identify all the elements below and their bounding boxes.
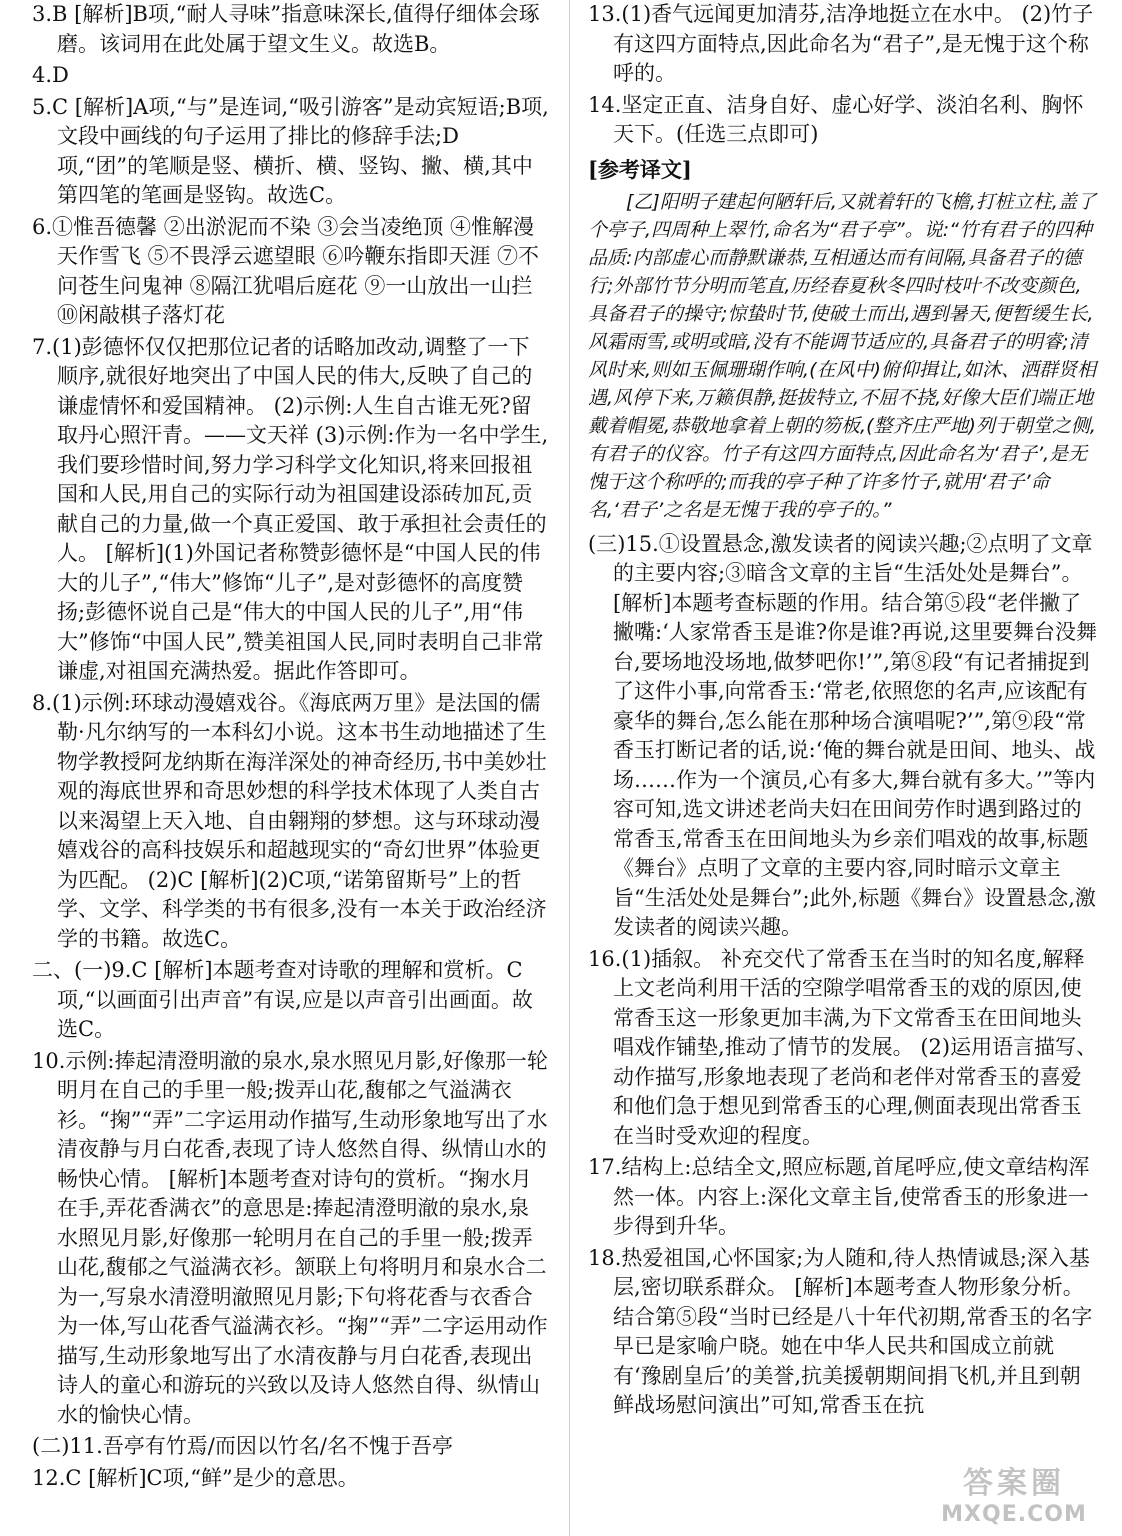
right-column [588, 0, 1098, 1423]
answer-item-6: 6.①惟吾德馨 ②出淤泥而不染 ③会当凌绝顶 ④惟解漫天作雪飞 ⑤不畏浮云遮望眼 ⑥吟鞭东指即天涯 ⑦不问苍生问鬼神 ⑧隔江犹唱后庭花 ⑨一山放出一山拦 ⑩闲敲棋子落灯花 [32, 214, 540, 327]
answer-item-15: (三)15.①设置悬念,激发读者的阅读兴趣;②点明了文章的主要内容;③暗含文章的主旨“生活处处是舞台”。 [解析]本题考查标题的作用。结合第⑤段“老伴撇了撇嘴:‘人家常香玉是谁?你是谁?再说,这里要舞台没舞台,要场地没场地,做梦吧你!’”,第⑧段“有记者捕捉到了这件小事,向常香玉:‘常老,依照您的名声,应该配有豪华的舞台,怎么能在那种场合演唱呢?’”,第⑨段“常香玉打断记者的话,说:‘俺的舞台就是田间、地头、战场……作为一个演员,心有多大,舞台就有多大。’”等内容可知,选文讲述老尚夫妇在田间劳作时遇到路过的常香玉,常香玉在田间地头为乡亲们唱戏的故事,标题《舞台》点明了文章的主要内容,同时暗示文章主旨“生活处处是舞台”;此外,标题《舞台》设置悬念,激发读者的阅读兴趣。 [588, 531, 1097, 939]
answer-item-4: 4.D [32, 63, 69, 87]
answer-item-17: 17.结构上:总结全文,照应标题,首尾呼应,使文章结构浑然一体。内容上:深化文章主旨,使常香玉的形象进一步得到升华。 [588, 1155, 1090, 1238]
watermark-url: MXQE.COM [941, 1502, 1087, 1527]
answer-item-7: 7.(1)彭德怀仅仅把那位记者的话略加改动,调整了一下顺序,就很好地突出了中国人民的伟大,反映了自己的谦虚情怀和爱国精神。 (2)示例:人生自古谁无死?留取丹心照汗青。——文天祥 (3)示例:作为一名中学生,我们要珍惜时间,努力学习科学文化知识,将来回报祖国和人民,用自己的实际行动为祖国建设添砖加瓦,贡献自己的力量,做一个真正爱国、敢于承担社会责任的人。 [解析](1)外国记者称赞彭德怀是“中国人民的伟大的儿子”,“伟大”修饰“儿子”,是对彭德怀的高度赞扬;彭德怀说自己是“伟大的中国人民的儿子”,用“伟大”修饰“中国人民”,赞美祖国人民,同时表明自己非常谦虚,对祖国充满热爱。据此作答即可。 [32, 334, 549, 683]
answer-item-5: 5.C [解析]A项,“与”是连词,“吸引游客”是动宾短语;B项,文段中画线的句子运用了排比的修辞手法;D项,“团”的笔顺是竖、横折、横、竖钩、撇、横,其中第四笔的笔画是竖钩。故选C。 [32, 94, 549, 207]
answer-item-13: 13.(1)香气远闻更加清芬,洁净地挺立在水中。 (2)竹子有这四方面特点,因此命名为“君子”,是无愧于这个称呼的。 [588, 2, 1094, 85]
translation-header: [参考译文] [588, 156, 692, 182]
site-watermark [924, 1458, 1104, 1528]
column-divider [569, 0, 570, 1536]
answer-item-16: 16.(1)插叙。 补充交代了常香玉在当时的知名度,解释上文老尚利用干活的空隙学唱常香玉的戏的原因,使常香玉这一形象更加丰满,为下文常香玉在田间地头唱戏作铺垫,推动了情节的发展。 (2)运用语言描写、动作描写,形象地表现了老尚和老伴对常香玉的喜爱和他们急于想见到常香玉的心理,侧面表现出常香玉在当时受欢迎的程度。 [588, 946, 1098, 1148]
answer-item-11: (二)11.吾亭有竹焉/而因以竹名/名不愧于吾亭 [32, 1434, 453, 1458]
watermark-logo: 答案圈 [963, 1466, 1065, 1501]
answer-item-8: 8.(1)示例:环球动漫嬉戏谷。《海底两万里》是法国的儒勒·凡尔纳写的一本科幻小说。这本书生动地描述了生物学教授阿龙纳斯在海洋深处的神奇经历,书中美妙壮观的海底世界和奇思妙想的科学技术体现了人类自古以来渴望上天入地、自由翱翔的梦想。这与环球动漫嬉戏谷的高科技娱乐和超越现实的“奇幻世界”体验更为匹配。 (2)C [解析](2)C项,“诺第留斯号”上的哲学、文学、科学类的书有很多,没有一本关于政治经济学的书籍。故选C。 [32, 690, 547, 951]
answer-item-9: 二、(一)9.C [解析]本题考查对诗歌的理解和赏析。C项,“以画面引出声音”有误,应是以声音引出画面。故选C。 [32, 958, 533, 1041]
answer-item-18: 18.热爱祖国,心怀国家;为人随和,待人热情诚恳;深入基层,密切联系群众。 [解析]本题考查人物形象分析。结合第⑤段“当时已经是八十年代初期,常香玉的名字早已是家喻户晓。她在中华人民共和国成立前就有‘豫剧皇后’的美誉,抗美援朝期间捐飞机,并且到朝鲜战场慰问演出”可知,常香玉在抗 [588, 1245, 1093, 1417]
answer-item-12: 12.C [解析]C项,“鲜”是少的意思。 [32, 1465, 359, 1490]
answer-item-10: 10.示例:捧起清澄明澈的泉水,泉水照见月影,好像那一轮明月在自己的手里一般;拨弄山花,馥郁之气溢满衣衫。“掬”“弄”二字运用动作描写,生动形象地写出了水清夜静与月白花香,表现了诗人悠然自得、纵情山水的畅快心情。 [解析]本题考查对诗句的赏析。“掬水月在手,弄花香满衣”的意思是:捧起清澄明澈的泉水,泉水照见月影,好像那一轮明月在自己的手里一般;拨弄山花,馥郁之气溢满衣衫。颔联上句将明月和泉水合二为一,写泉水清澄明澈照见月影;下句将花香与衣香合为一体,写山花香气溢满衣衫。“掬”“弄”二字运用动作描写,生动形象地写出了水清夜静与月白花香,表现出诗人的童心和游玩的兴致以及诗人悠然自得、纵情山水的愉快心情。 [32, 1048, 548, 1427]
left-column [32, 0, 550, 1495]
answer-item-14: 14.坚定正直、洁身自好、虚心好学、淡泊名利、胸怀天下。(任选三点即可) [588, 92, 1084, 146]
answer-item-3: 3.B [解析]B项,“耐人寻味”指意味深长,值得仔细体会琢磨。该词用在此处属于望文生义。故选B。 [32, 2, 540, 56]
translation-text: [乙]阳明子建起何陋轩后,又就着轩的飞檐,打桩立柱,盖了个亭子,四周种上翠竹,命名为“君子亭”。说:“竹有君子的四种品质:内部虚心而静默谦恭,互相通达而有间隔,具备君子的德行;外部竹节分明而笔直,历经春夏秋冬四时枝叶不改变颜色,具备君子的操守;惊蛰时节,使破土而出,遇到暑天,便暂缓生长,风霜雨雪,或明或暗,没有不能调节适应的,具备君子的明睿;清风时来,则如玉佩珊瑚作响,(在风中)俯仰揖让,如沐、洒群贤相遇,风停下来,万籁俱静,挺拔特立,不屈不挠,好像大臣们端正地戴着帽冕,恭敬地拿着上朝的笏板,(整齐庄严地)列于朝堂之侧,有君子的仪容。竹子有这四方面特点,因此命名为‘君子’,是无愧于这个称呼的;而我的亭子种了许多竹子,就用‘君子’命名,‘君子’之名是无愧于我的亭子的。” [588, 190, 1096, 521]
